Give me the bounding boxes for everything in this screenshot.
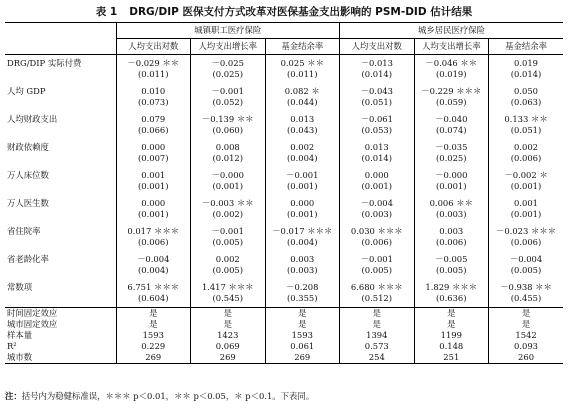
- table-cell: (0.044): [265, 97, 340, 111]
- corner-cell: [5, 23, 116, 39]
- table-cell: (0.001): [191, 181, 266, 195]
- table-cell: (0.014): [489, 69, 564, 83]
- row-label: 城市数: [5, 352, 116, 364]
- se-row: [5, 293, 563, 308]
- column-header: 人均支出对数: [116, 39, 191, 55]
- se-row: [5, 265, 563, 279]
- stat-row: [5, 341, 563, 352]
- table-cell: (0.005): [489, 265, 564, 279]
- row-label: DRG/DIP 实际付费: [7, 58, 82, 68]
- row-label: [5, 153, 116, 167]
- column-header: 人均支出对数: [340, 39, 415, 55]
- table-cell: －0.004: [116, 251, 191, 265]
- table-cell: 6.680 ＊＊＊: [340, 279, 415, 293]
- coef-row: [5, 167, 563, 181]
- table-cell: 0.069: [191, 341, 266, 352]
- table-cell: (0.005): [340, 265, 415, 279]
- table-cell: (0.019): [414, 69, 489, 83]
- table-cell: －0.035: [414, 139, 489, 153]
- table-cell: 1542: [489, 330, 564, 341]
- table-cell: 0.006 ＊＊: [414, 195, 489, 209]
- table-cell: 1593: [265, 330, 340, 341]
- table-cell: (0.052): [191, 97, 266, 111]
- table-cell: 是: [191, 308, 266, 320]
- table-cell: 0.573: [340, 341, 415, 352]
- table-cell: 0.050: [489, 83, 564, 97]
- table-cell: (0.006): [489, 153, 564, 167]
- table-cell: 0.019: [489, 55, 564, 70]
- table-cell: 0.030 ＊＊＊: [340, 223, 415, 237]
- row-label: 万人医生数: [7, 198, 49, 208]
- table-cell: 是: [489, 319, 564, 330]
- table-cell: 0.003: [414, 223, 489, 237]
- coef-row: [5, 139, 563, 153]
- table-cell: (0.002): [191, 209, 266, 223]
- table-cell: (0.006): [340, 237, 415, 251]
- table-cell: (0.004): [116, 265, 191, 279]
- corner-cell: [5, 39, 116, 55]
- table-cell: (0.053): [340, 125, 415, 139]
- table-cell: (0.003): [265, 265, 340, 279]
- row-label: [5, 293, 116, 308]
- group-header-employee: 城镇职工医疗保险: [116, 23, 340, 39]
- table-cell: (0.011): [116, 69, 191, 83]
- coef-row: [5, 223, 563, 237]
- row-label: [5, 125, 116, 139]
- table-cell: (0.001): [116, 209, 191, 223]
- table-cell: (0.006): [414, 237, 489, 251]
- row-label: 常数项: [7, 282, 33, 292]
- row-label: [5, 237, 116, 251]
- row-label: 财政依赖度: [7, 142, 49, 152]
- table-cell: 0.082 ＊: [265, 83, 340, 97]
- table-cell: (0.001): [340, 181, 415, 195]
- table-cell: －0.029 ＊＊: [116, 55, 191, 70]
- column-header: 人均支出增长率: [191, 39, 266, 55]
- table-cell: 260: [489, 352, 564, 364]
- table-cell: (0.051): [340, 97, 415, 111]
- results-table: [5, 22, 563, 364]
- table-cell: 是: [265, 319, 340, 330]
- row-label: 时间固定效应: [5, 308, 116, 320]
- table-cell: －0.001: [265, 167, 340, 181]
- table-cell: 6.751 ＊＊＊: [116, 279, 191, 293]
- table-cell: 269: [191, 352, 266, 364]
- note-text: 括号内为稳健标准误，＊＊＊ p＜0.01，＊＊ p＜0.05，＊ p＜0.1。下表同。: [21, 391, 315, 401]
- table-cell: (0.355): [265, 293, 340, 308]
- table-cell: －0.046 ＊＊: [414, 55, 489, 70]
- table-cell: 0.001: [116, 167, 191, 181]
- table-cell: 0.002: [265, 139, 340, 153]
- table-cell: －0.043: [340, 83, 415, 97]
- table-cell: 0.002: [489, 139, 564, 153]
- table-cell: 0.079: [116, 111, 191, 125]
- table-cell: －0.061: [340, 111, 415, 125]
- table-cell: (0.545): [191, 293, 266, 308]
- table-cell: (0.063): [489, 97, 564, 111]
- table-cell: (0.001): [265, 209, 340, 223]
- table-cell: (0.005): [191, 265, 266, 279]
- table-cell: (0.066): [116, 125, 191, 139]
- stat-row: [5, 330, 563, 341]
- table-cell: 0.008: [191, 139, 266, 153]
- stat-row: [5, 319, 563, 330]
- column-header-row: [5, 39, 563, 55]
- table-cell: (0.073): [116, 97, 191, 111]
- table-cell: 0.001: [489, 195, 564, 209]
- table-cell: 0.010: [116, 83, 191, 97]
- table-cell: (0.636): [414, 293, 489, 308]
- table-cell: －0.938 ＊＊: [489, 279, 564, 293]
- table-cell: (0.025): [414, 153, 489, 167]
- se-row: [5, 181, 563, 195]
- table-cell: －0.001: [191, 83, 266, 97]
- table-cell: 是: [414, 319, 489, 330]
- table-cell: (0.014): [340, 153, 415, 167]
- table-title: DRG/DIP 医保支付方式改革对医保基金支出影响的 PSM-DID 估计结果: [129, 6, 473, 18]
- table-cell: 251: [414, 352, 489, 364]
- table-number: 表 1: [95, 6, 118, 18]
- table-cell: 是: [489, 308, 564, 320]
- row-label: [5, 209, 116, 223]
- coef-row: [5, 195, 563, 209]
- table-cell: 0.061: [265, 341, 340, 352]
- table-cell: －0.002 ＊: [489, 167, 564, 181]
- table-cell: －0.000: [191, 167, 266, 181]
- stat-row: [5, 308, 563, 320]
- table-cell: 1394: [340, 330, 415, 341]
- coef-row: [5, 111, 563, 125]
- table-cell: 269: [116, 352, 191, 364]
- table-cell: (0.512): [340, 293, 415, 308]
- table-cell: 0.013: [265, 111, 340, 125]
- column-header: 基金结余率: [489, 39, 564, 55]
- table-cell: (0.001): [116, 181, 191, 195]
- table-cell: (0.001): [489, 209, 564, 223]
- table-cell: (0.025): [191, 69, 266, 83]
- table-cell: 0.000: [265, 195, 340, 209]
- table-cell: －0.004: [340, 195, 415, 209]
- table-cell: (0.007): [116, 153, 191, 167]
- table-cell: 1593: [116, 330, 191, 341]
- se-row: [5, 97, 563, 111]
- table-cell: (0.005): [414, 265, 489, 279]
- table-cell: 0.003: [265, 251, 340, 265]
- table-cell: (0.014): [340, 69, 415, 83]
- row-label: 人均财政支出: [7, 114, 58, 124]
- table-cell: (0.001): [414, 181, 489, 195]
- coef-row: [5, 251, 563, 265]
- table-cell: 0.000: [116, 139, 191, 153]
- table-cell: 是: [116, 319, 191, 330]
- table-cell: (0.043): [265, 125, 340, 139]
- table-cell: 0.017 ＊＊＊: [116, 223, 191, 237]
- column-header: 基金结余率: [265, 39, 340, 55]
- group-header-resident: 城乡居民医疗保险: [340, 23, 564, 39]
- table-cell: －0.017 ＊＊＊: [265, 223, 340, 237]
- table-cell: (0.059): [414, 97, 489, 111]
- table-cell: 269: [265, 352, 340, 364]
- stat-row: [5, 352, 563, 364]
- table-note: [5, 390, 314, 402]
- group-header-row: [5, 23, 563, 39]
- table-cell: 是: [414, 308, 489, 320]
- row-label: 省住院率: [7, 226, 41, 236]
- row-label: 省老龄化率: [7, 254, 49, 264]
- table-cell: 是: [116, 308, 191, 320]
- table-cell: 是: [340, 308, 415, 320]
- table-cell: (0.004): [265, 237, 340, 251]
- table-cell: 1.829 ＊＊＊: [414, 279, 489, 293]
- table-cell: －0.040: [414, 111, 489, 125]
- table-cell: (0.004): [265, 153, 340, 167]
- se-row: [5, 237, 563, 251]
- coef-row: [5, 279, 563, 293]
- table-cell: (0.455): [489, 293, 564, 308]
- table-cell: 254: [340, 352, 415, 364]
- se-row: [5, 209, 563, 223]
- se-row: [5, 153, 563, 167]
- row-label: 城市固定效应: [7, 319, 58, 329]
- se-row: [5, 125, 563, 139]
- table-cell: 0.025 ＊＊: [265, 55, 340, 70]
- table-cell: 是: [340, 319, 415, 330]
- table-cell: －0.025: [191, 55, 266, 70]
- table-cell: 0.093: [489, 341, 564, 352]
- table-cell: (0.011): [265, 69, 340, 83]
- table-cell: 0.148: [414, 341, 489, 352]
- table-cell: (0.604): [116, 293, 191, 308]
- table-cell: (0.001): [489, 181, 564, 195]
- table-cell: －0.001: [340, 251, 415, 265]
- table-cell: (0.060): [191, 125, 266, 139]
- se-row: [5, 69, 563, 83]
- table-cell: －0.139 ＊＊: [191, 111, 266, 125]
- note-prefix: 注：: [5, 391, 22, 401]
- table-cell: (0.006): [489, 237, 564, 251]
- coef-row: [5, 83, 563, 97]
- table-cell: －0.000: [414, 167, 489, 181]
- table-cell: 0.000: [340, 167, 415, 181]
- table-cell: －0.003 ＊＊: [191, 195, 266, 209]
- table-cell: 是: [265, 308, 340, 320]
- table-cell: (0.005): [191, 237, 266, 251]
- row-label: R²: [7, 341, 17, 351]
- row-label: [5, 265, 116, 279]
- table-cell: 0.000: [116, 195, 191, 209]
- row-label: 样本量: [7, 330, 33, 340]
- table-cell: (0.074): [414, 125, 489, 139]
- table-cell: －0.001: [191, 223, 266, 237]
- table-cell: (0.003): [414, 209, 489, 223]
- table-cell: －0.004: [489, 251, 564, 265]
- table-cell: (0.001): [265, 181, 340, 195]
- table-cell: 1423: [191, 330, 266, 341]
- table-cell: 1199: [414, 330, 489, 341]
- table-cell: 0.013: [340, 139, 415, 153]
- row-label: [5, 97, 116, 111]
- table-cell: －0.208: [265, 279, 340, 293]
- row-label: 万人床位数: [7, 170, 49, 180]
- row-label: [5, 69, 116, 83]
- table-cell: (0.003): [340, 209, 415, 223]
- table-caption: [0, 4, 568, 19]
- table-cell: 0.229: [116, 341, 191, 352]
- table-cell: －0.023 ＊＊＊: [489, 223, 564, 237]
- table-cell: －0.005: [414, 251, 489, 265]
- table-cell: (0.051): [489, 125, 564, 139]
- column-header: 人均支出增长率: [414, 39, 489, 55]
- coef-row: [5, 55, 563, 70]
- table-cell: －0.229 ＊＊＊: [414, 83, 489, 97]
- row-label: 人均 GDP: [7, 86, 46, 96]
- table-cell: 是: [191, 319, 266, 330]
- table-cell: (0.012): [191, 153, 266, 167]
- table-cell: 1.417 ＊＊＊: [191, 279, 266, 293]
- table-cell: (0.006): [116, 237, 191, 251]
- table-cell: －0.013: [340, 55, 415, 70]
- row-label: [5, 181, 116, 195]
- table-cell: 0.002: [191, 251, 266, 265]
- table-cell: 0.133 ＊＊: [489, 111, 564, 125]
